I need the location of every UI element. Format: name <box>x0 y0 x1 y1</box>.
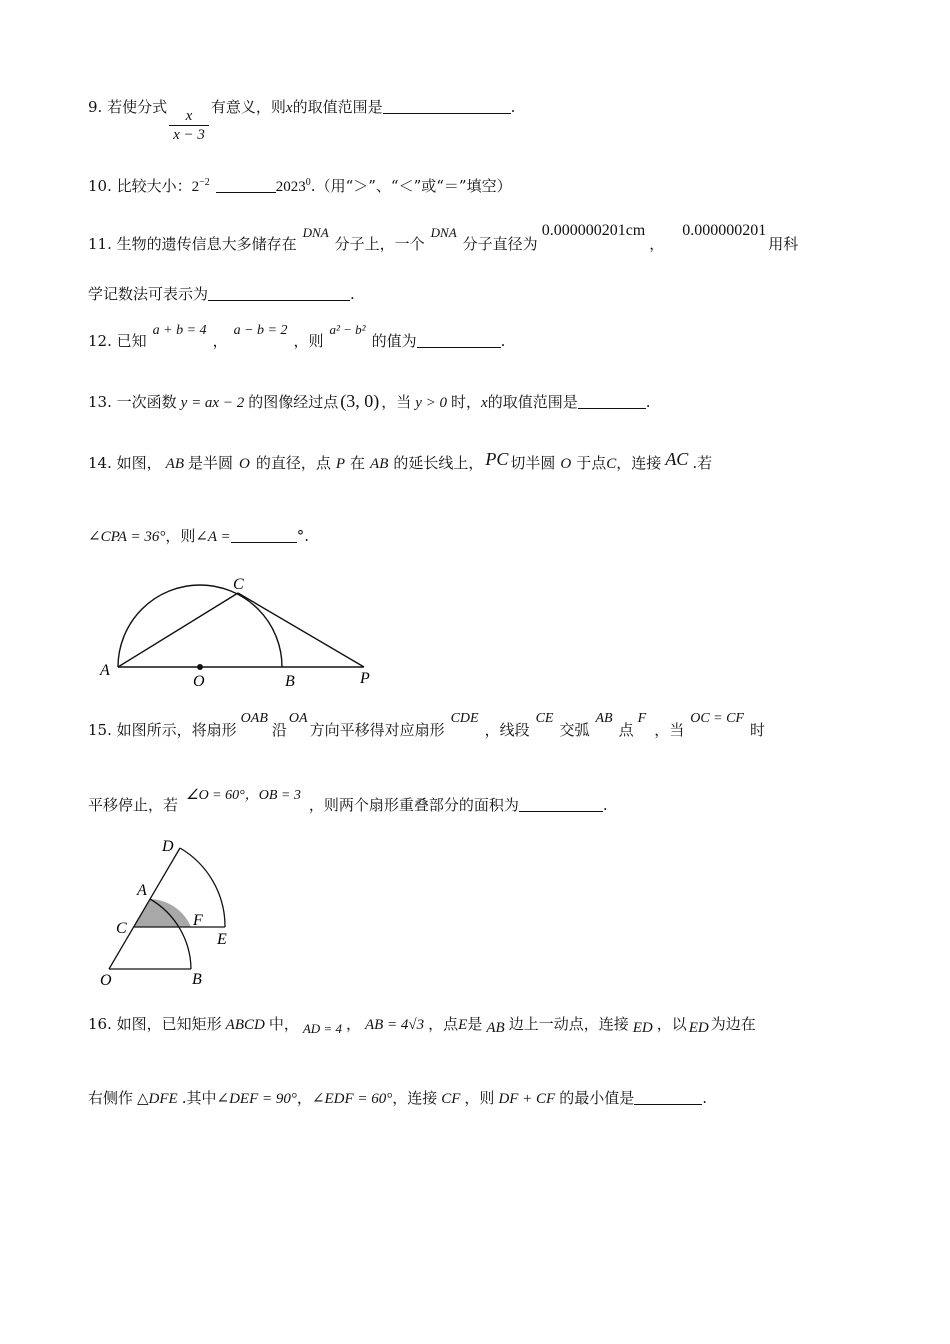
text: 生物的遗传信息大多储存在 <box>116 235 297 253</box>
question-number: 16. <box>88 1015 112 1033</box>
text: .其中 <box>181 1089 217 1107</box>
question-14-line-2 <box>88 526 309 547</box>
fraction-numerator: x <box>185 108 193 124</box>
text: 比较大小： <box>116 177 192 195</box>
label-E: E <box>217 931 227 948</box>
question-16 <box>88 1014 756 1035</box>
math: AC <box>665 449 689 469</box>
text: . <box>645 393 651 411</box>
text: 用科 <box>768 235 799 253</box>
exponent: −2 <box>199 177 210 188</box>
text: 的最小值是 <box>559 1089 635 1107</box>
text: 为边在 <box>710 1015 756 1033</box>
text: 交弧 <box>559 721 590 739</box>
text: . <box>702 1089 708 1107</box>
question-12 <box>88 322 506 353</box>
text: 如图所示，将扇形 <box>116 721 237 739</box>
math: CDE <box>450 711 479 726</box>
answer-blank[interactable] <box>231 528 297 543</box>
math: a + b = 4 <box>152 323 207 338</box>
math: △DFE <box>137 1091 178 1107</box>
math: ∠O = 60°，OB = 3 <box>186 788 301 803</box>
math: ABCD <box>225 1017 265 1033</box>
text: 边上一动点，连接 <box>508 1015 629 1033</box>
text: 方向平移得对应扇形 <box>309 721 445 739</box>
math: ED <box>688 1020 709 1036</box>
center-point-O <box>197 664 203 670</box>
math: AB = 4√3 <box>364 1017 425 1033</box>
text: ， <box>212 332 228 350</box>
text: 的图像经过点 <box>248 393 339 411</box>
text: 的延长线上， <box>393 454 484 472</box>
answer-blank[interactable] <box>216 178 276 193</box>
text: 有意义，则 <box>210 98 286 116</box>
line-AC <box>118 593 238 667</box>
text: .若 <box>692 454 713 472</box>
math: x <box>285 100 293 116</box>
label-A: A <box>100 662 110 679</box>
text: 是半圆 <box>187 454 233 472</box>
math: AB <box>595 711 613 726</box>
text: 右侧作 <box>88 1089 134 1107</box>
math: P <box>335 456 346 472</box>
question-15 <box>88 711 766 742</box>
math: DNA <box>302 225 329 240</box>
math: (3, 0) <box>340 391 380 411</box>
text: 分子上，一个 <box>334 235 425 253</box>
math: CF <box>441 1091 461 1107</box>
text: 点 <box>618 721 634 739</box>
text: ， <box>649 235 665 253</box>
label-O: O <box>193 673 205 690</box>
text: 学记数法可表示为 <box>88 285 209 303</box>
math: OAB <box>240 711 268 726</box>
math: 2 <box>191 179 200 195</box>
question-16-line-2 <box>88 1088 707 1109</box>
answer-blank[interactable] <box>383 99 511 114</box>
math: CE <box>535 711 554 726</box>
answer-blank[interactable] <box>634 1090 702 1105</box>
text: 的取值范围是 <box>292 98 383 116</box>
question-11-line-2 <box>88 284 355 304</box>
text: 分子直径为 <box>462 235 538 253</box>
text: ， <box>345 1015 361 1033</box>
math: ED <box>632 1020 653 1036</box>
text: . <box>602 796 608 814</box>
math: y = ax − 2 <box>180 395 245 411</box>
math: DNA <box>430 225 457 240</box>
text: 在 <box>350 454 366 472</box>
math: PC <box>485 449 509 469</box>
line-PC <box>238 593 364 667</box>
question-number: 10. <box>88 177 112 195</box>
text: 的取值范围是 <box>487 393 578 411</box>
answer-blank[interactable] <box>417 333 501 348</box>
text: 一次函数 <box>116 393 177 411</box>
text: ，连接 <box>616 454 662 472</box>
label-C: C <box>116 920 127 937</box>
text: 的直径，点 <box>255 454 331 472</box>
math: a − b = 2 <box>233 323 288 338</box>
math: O <box>239 456 250 472</box>
text: ，当 <box>381 393 412 411</box>
answer-blank[interactable] <box>519 797 603 812</box>
text: . <box>350 285 355 303</box>
text: 若使分式 <box>107 98 168 116</box>
label-D: D <box>162 838 174 855</box>
text: 沿 <box>271 721 287 739</box>
question-number: 14. <box>88 454 112 472</box>
math: 0.000000201cm <box>541 222 646 239</box>
text: .（用“＞”、“＜”或“＝”填空） <box>310 177 512 195</box>
text: 如图，已知矩形 <box>116 1015 222 1033</box>
question-9 <box>88 97 515 144</box>
question-10 <box>88 173 512 197</box>
math: OA <box>288 711 308 726</box>
text: ，则 <box>165 527 196 545</box>
text: 的值为 <box>371 332 417 350</box>
text: ，则 <box>293 332 324 350</box>
text: . <box>510 98 516 116</box>
math: 0.000000201 <box>682 222 767 239</box>
label-C: C <box>233 576 244 593</box>
label-O: O <box>100 972 112 989</box>
exponent: 0 <box>305 177 311 188</box>
answer-blank[interactable] <box>208 286 350 301</box>
text: . <box>500 332 506 350</box>
math: C <box>606 456 617 472</box>
math: ∠CPA = 36° <box>88 529 166 545</box>
text: 时 <box>750 721 766 739</box>
math: E <box>458 1017 468 1033</box>
text: ，当 <box>654 721 685 739</box>
label-A: A <box>137 882 147 899</box>
label-B: B <box>192 971 202 988</box>
text: 中， <box>268 1015 299 1033</box>
text: ，线段 <box>484 721 530 739</box>
label-F: F <box>193 912 203 929</box>
text: ，连接 <box>392 1089 438 1107</box>
question-number: 13. <box>88 393 112 411</box>
math: OC = CF <box>690 711 744 726</box>
text: ，则两个扇形重叠部分的面积为 <box>308 796 519 814</box>
math: DF + CF <box>498 1091 556 1107</box>
text: °. <box>296 527 309 545</box>
fraction-denominator: x − 3 <box>169 125 209 144</box>
text: 于点 <box>576 454 607 472</box>
text: 平移停止，若 <box>88 796 179 814</box>
math: ∠EDF = 60° <box>311 1091 393 1107</box>
question-number: 15. <box>88 721 112 739</box>
text: ，点 <box>428 1015 459 1033</box>
math: AD = 4 <box>302 1021 342 1036</box>
text: 已知 <box>116 332 147 350</box>
text: 时， <box>451 393 482 411</box>
math: 2023 <box>275 179 306 195</box>
text: ，则 <box>464 1089 495 1107</box>
math: O <box>560 456 572 472</box>
semicircle-tangent-figure <box>96 572 386 692</box>
text: 如图， <box>116 454 162 472</box>
question-13 <box>88 391 651 413</box>
question-number: 12. <box>88 332 112 350</box>
text: 是 <box>467 1015 483 1033</box>
label-B: B <box>285 673 295 690</box>
question-number: 9. <box>88 98 103 116</box>
text: ，以 <box>656 1015 687 1033</box>
text: ， <box>296 1089 312 1107</box>
math: y > 0 <box>415 395 448 411</box>
math: AB <box>486 1020 505 1036</box>
math: ∠DEF = 90° <box>216 1091 297 1107</box>
text: 切半圆 <box>510 454 556 472</box>
math: AB <box>165 456 184 472</box>
semicircle-arc <box>118 585 282 667</box>
question-number: 11. <box>88 235 112 253</box>
math: AB <box>370 456 389 472</box>
math: a² − b² <box>329 322 366 337</box>
sector-translation-figure <box>96 836 246 990</box>
question-11 <box>88 222 799 255</box>
label-P: P <box>360 670 370 687</box>
answer-blank[interactable] <box>578 394 646 409</box>
question-14 <box>88 449 713 474</box>
math: ∠A = <box>195 529 231 545</box>
fraction <box>169 107 209 144</box>
math: F <box>637 711 647 726</box>
math: x <box>481 395 488 411</box>
question-15-line-2 <box>88 788 608 817</box>
